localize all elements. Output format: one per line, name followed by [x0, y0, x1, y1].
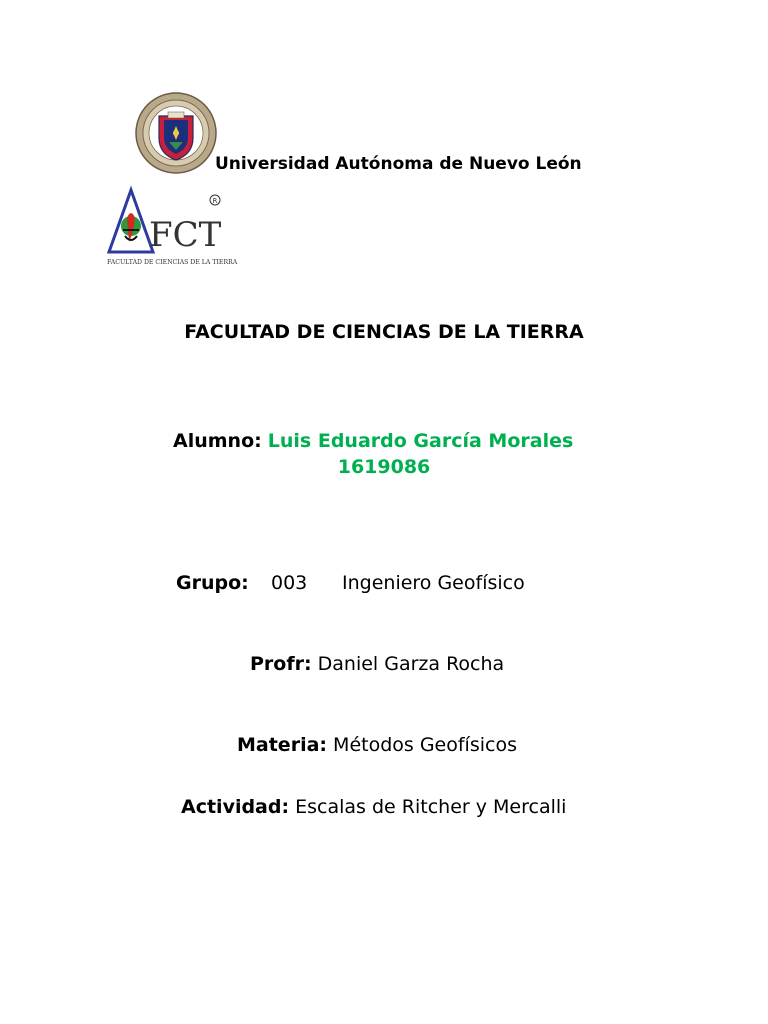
professor-name: Daniel Garza Rocha: [317, 653, 505, 675]
group-label: Grupo:: [176, 572, 249, 594]
student-label: Alumno:: [173, 430, 262, 452]
group-career: Ingeniero Geofísico: [342, 572, 525, 594]
fct-logo-text: FCT: [149, 215, 222, 255]
student-name: Luis Eduardo García Morales: [267, 430, 574, 452]
activity-line: [181, 796, 566, 818]
fct-logo: [105, 186, 238, 268]
university-name: Universidad Autónoma de Nuevo León: [215, 154, 582, 174]
activity-label: Actividad:: [181, 796, 290, 818]
student-id: 1619086: [337, 456, 431, 478]
group-line: [176, 572, 525, 594]
svg-text:R: R: [212, 197, 218, 205]
activity-name: Escalas de Ritcher y Mercalli: [295, 796, 567, 818]
professor-label: Profr:: [250, 653, 312, 675]
subject-line: [237, 734, 517, 756]
professor-line: [250, 653, 504, 675]
faculty-title: FACULTAD DE CIENCIAS DE LA TIERRA: [184, 321, 584, 343]
fct-logo-caption: FACULTAD DE CIENCIAS DE LA TIERRA: [107, 259, 238, 266]
group-number: 003: [271, 572, 308, 594]
uanl-seal-logo: [135, 92, 217, 174]
subject-name: Métodos Geofísicos: [333, 734, 517, 756]
student-line: [173, 430, 573, 452]
subject-label: Materia:: [237, 734, 327, 756]
